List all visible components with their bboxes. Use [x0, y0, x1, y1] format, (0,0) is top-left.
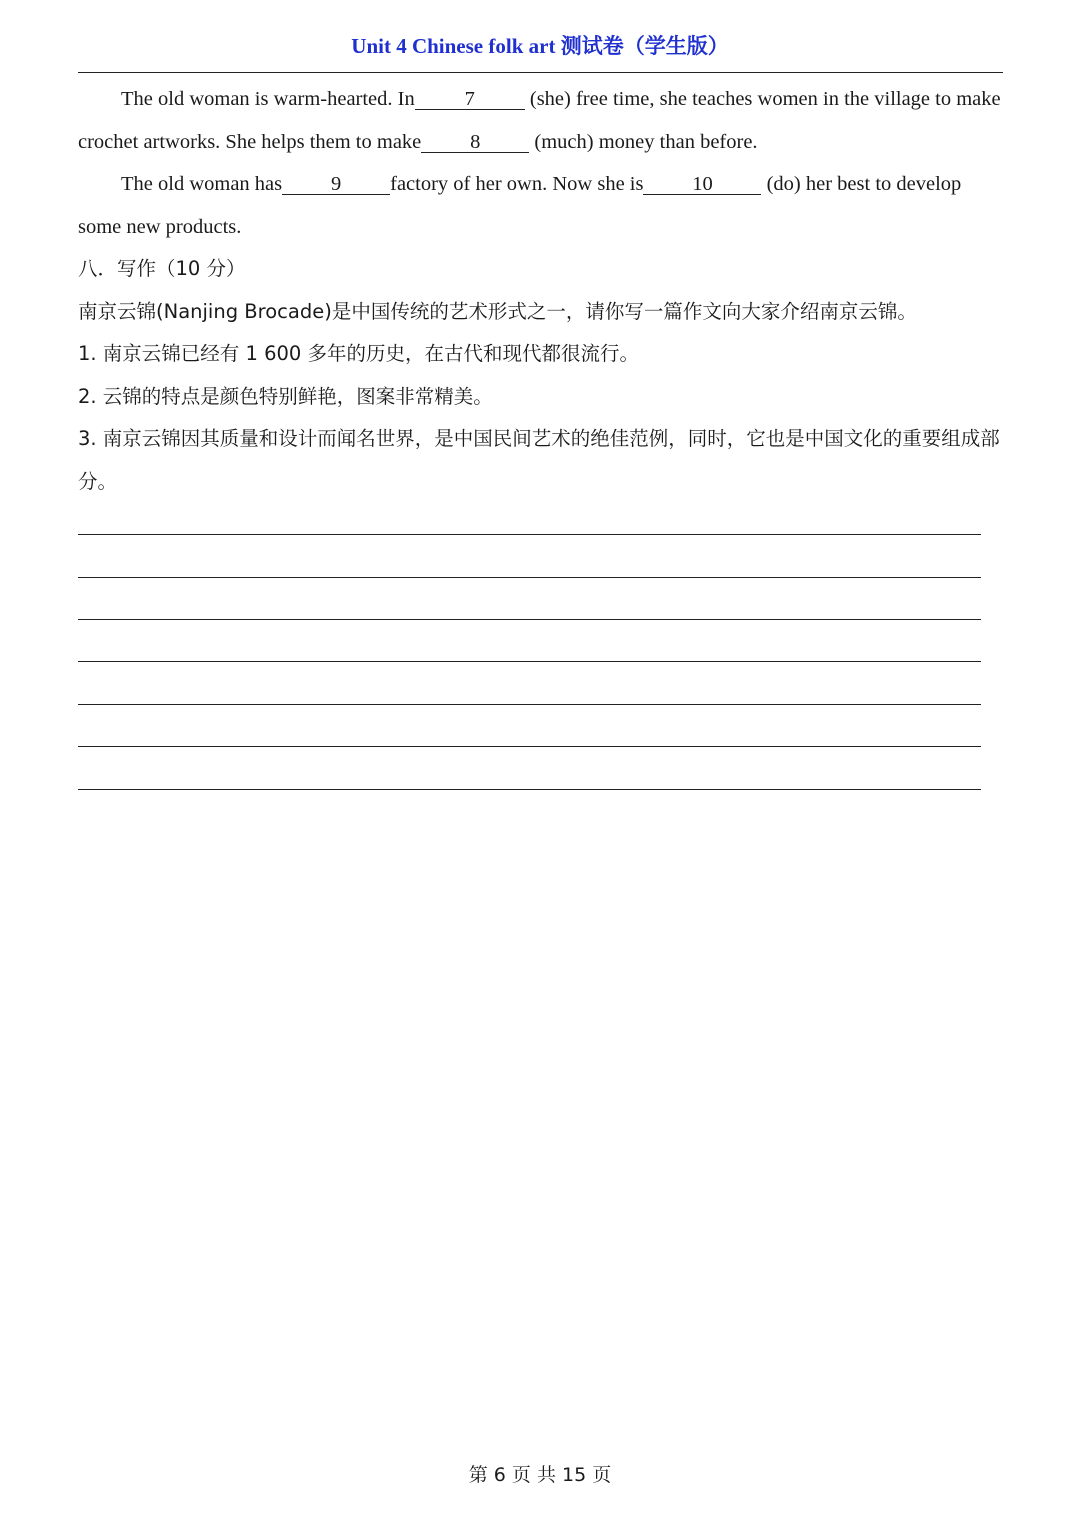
passage-text: The old woman is warm-hearted. In [121, 88, 415, 110]
answer-line[interactable] [78, 619, 981, 620]
answer-line[interactable] [78, 746, 981, 747]
blank-10: 10 [643, 174, 761, 195]
section-title: 八．写作（10 分） [78, 257, 246, 280]
answer-line[interactable] [78, 661, 981, 662]
passage-text: (do) her best to develop some new products. [78, 173, 962, 238]
passage-paragraph-2 [78, 163, 1003, 248]
writing-point-3: 3. 南京云锦因其质量和设计而闻名世界，是中国民间艺术的绝佳范例，同时，它也是中国文化的重要组成部分。 [78, 427, 1000, 493]
writing-point-1: 1. 南京云锦已经有 1 600 多年的历史，在古代和现代都很流行。 [78, 342, 640, 365]
writing-point-2: 2. 云锦的特点是颜色特别鲜艳，图案非常精美。 [78, 384, 493, 408]
answer-line[interactable] [78, 534, 981, 535]
passage-text: factory of her own. Now she is [390, 173, 644, 195]
passage-paragraph-1 [78, 78, 1003, 163]
passage-text: (much) money than before. [529, 130, 758, 153]
passage-text: The old woman has [121, 173, 283, 195]
page-header-title: Unit 4 Chinese folk art 测试卷（学生版） [351, 34, 729, 58]
answer-line[interactable] [78, 704, 981, 705]
writing-intro: 南京云锦(Nanjing Brocade)是中国传统的艺术形式之一，请你写一篇作文向大家介绍南京云锦。 [78, 299, 917, 323]
header-divider [78, 72, 1003, 73]
answer-line[interactable] [78, 577, 981, 578]
blank-7: 7 [415, 89, 525, 110]
writing-section [78, 248, 1003, 503]
answer-line[interactable] [78, 789, 981, 790]
blank-8: 8 [421, 132, 529, 153]
page-number: 第 6 页 共 15 页 [468, 1464, 612, 1486]
blank-9: 9 [282, 174, 390, 195]
passage-text: (she) free time, she teaches women in the village to make crochet artworks. She helps them to make [78, 88, 1001, 153]
